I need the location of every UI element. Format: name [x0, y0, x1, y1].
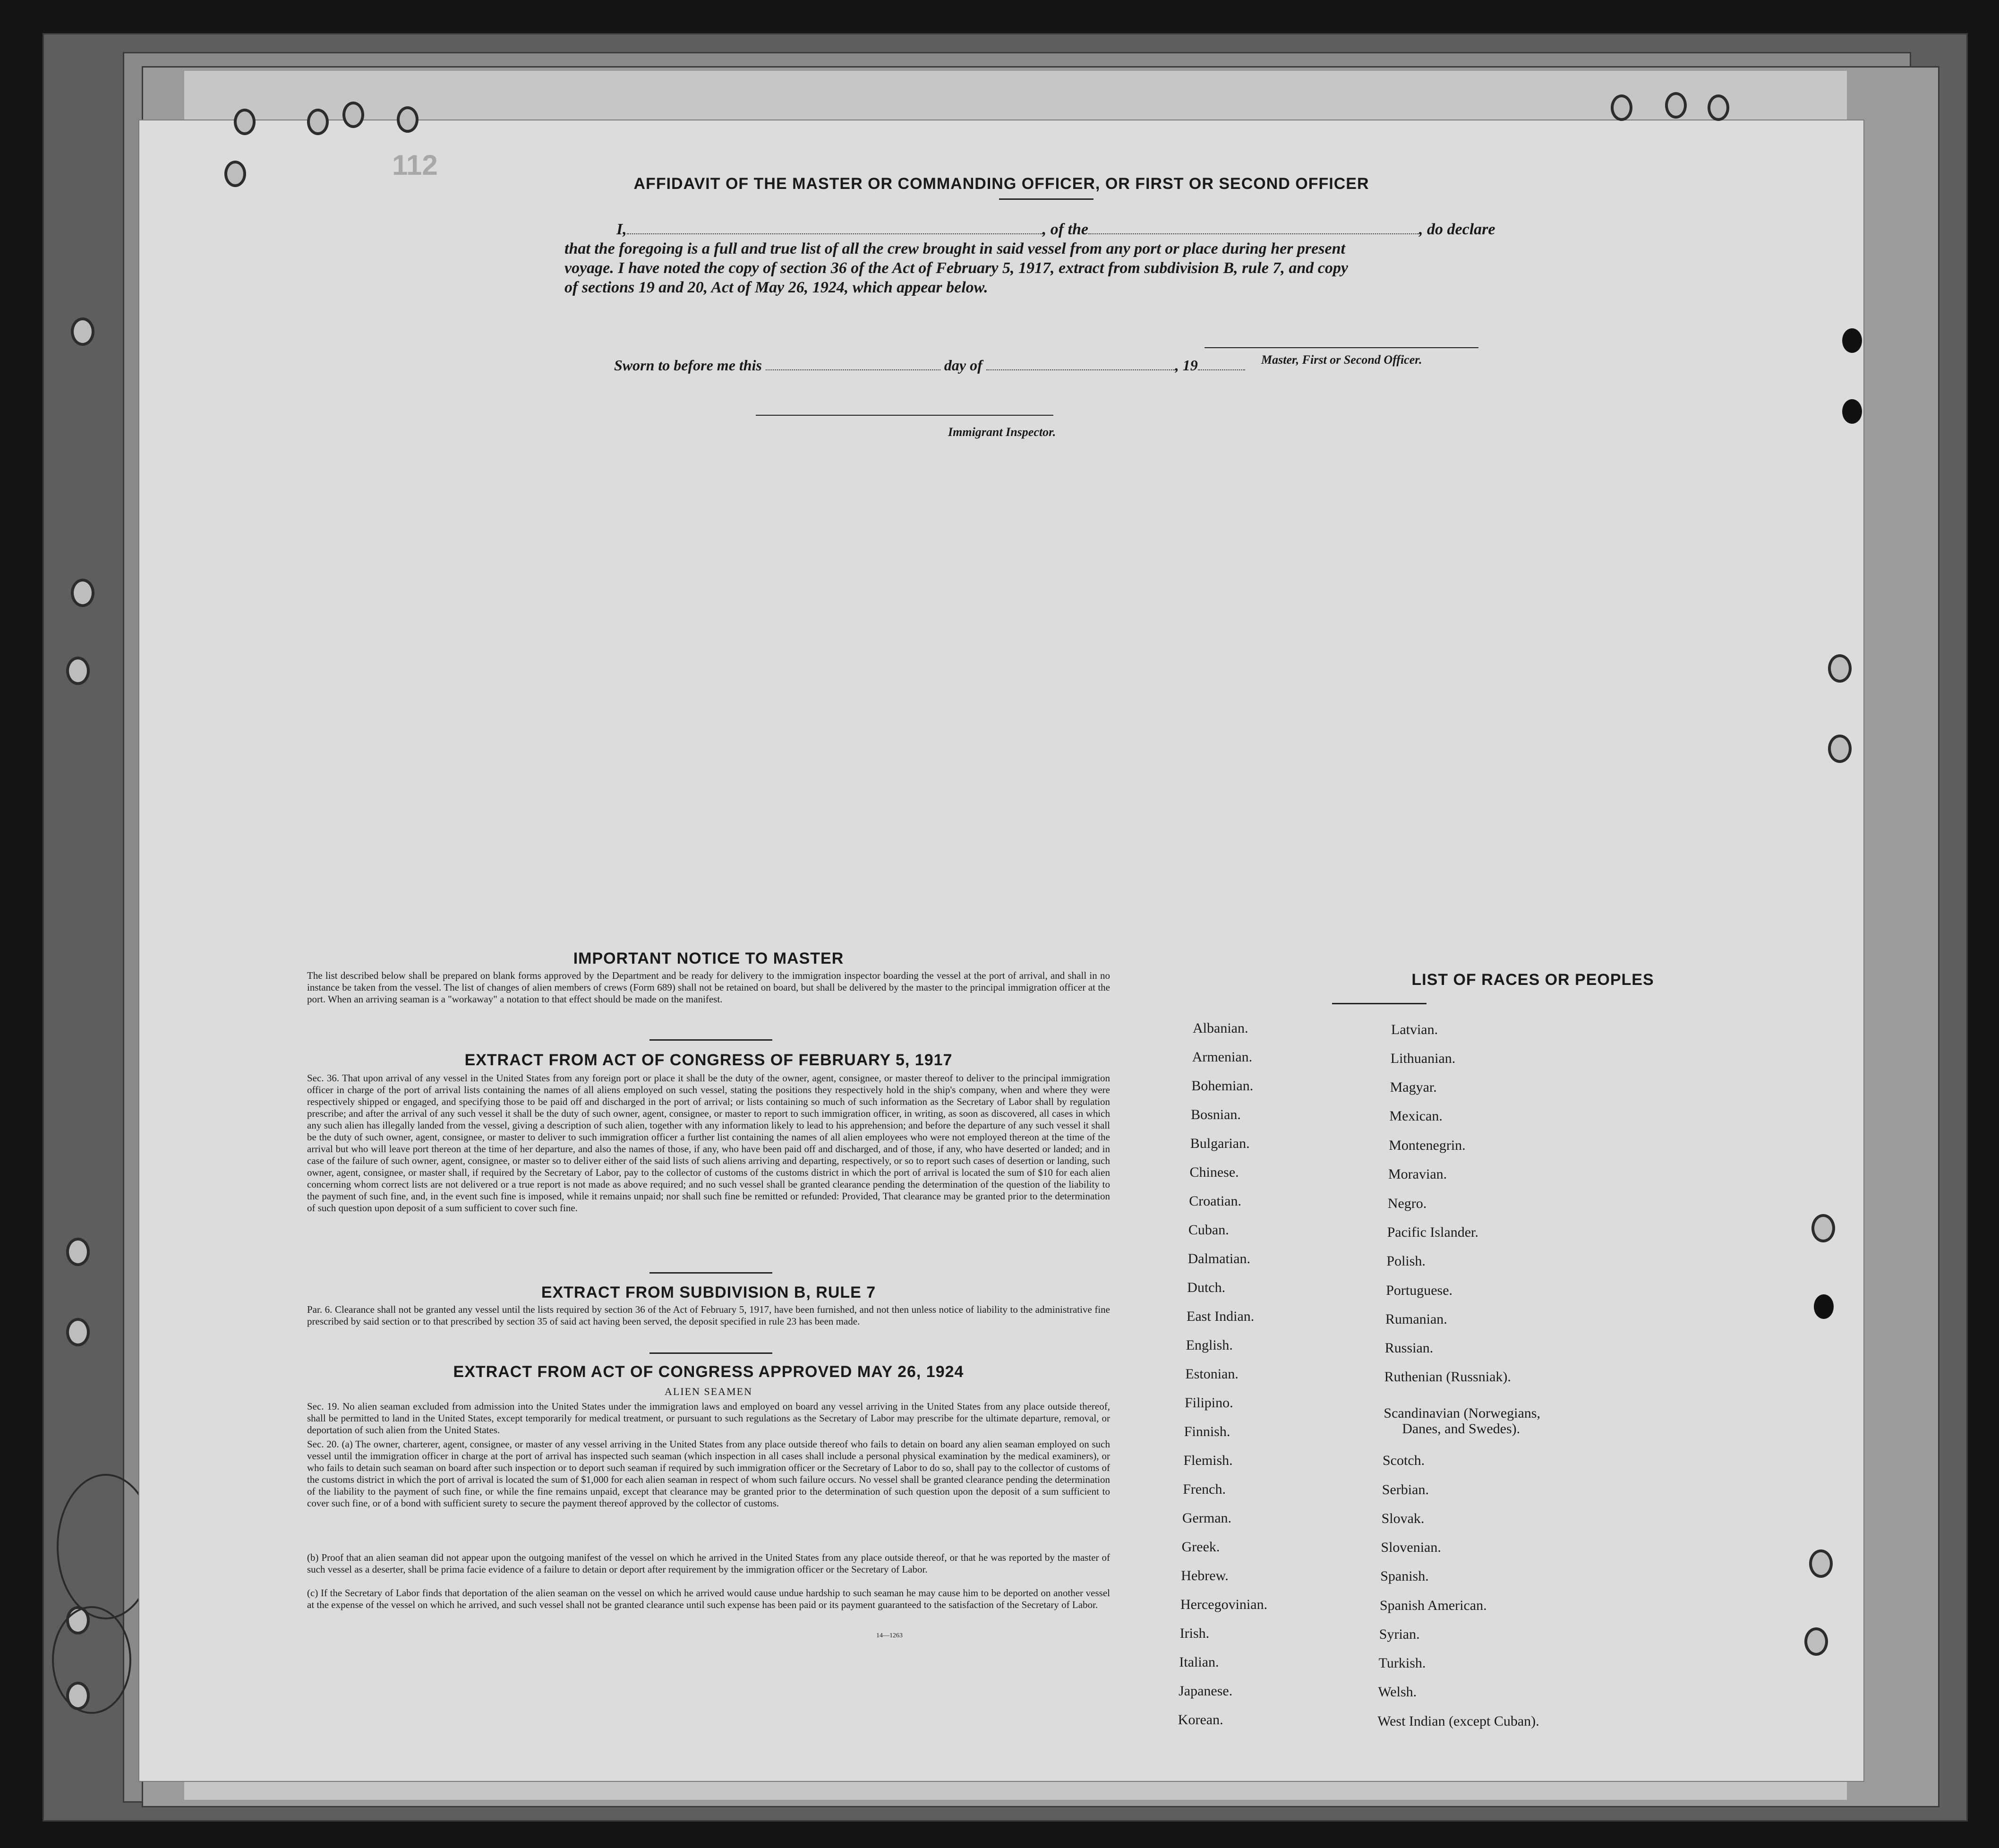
affidavit-line-4: of sections 19 and 20, Act of May 26, 1924, which appear below.	[564, 279, 988, 296]
race-item: Dalmatian.	[1187, 1251, 1251, 1266]
signature-line	[1205, 347, 1478, 348]
affidavit-title: AFFIDAVIT OF THE MASTER OR COMMANDING OFFICER, OR FIRST OR SECOND OFFICER	[633, 175, 1369, 193]
race-item: Filipino.	[1185, 1395, 1233, 1411]
section-divider	[649, 1352, 772, 1354]
race-item: English.	[1186, 1337, 1233, 1353]
race-item: Magyar.	[1390, 1079, 1437, 1095]
section-divider	[649, 1039, 772, 1041]
punch-hole-icon	[1814, 1294, 1834, 1319]
race-item: Croatian.	[1189, 1193, 1241, 1209]
race-item: Polish.	[1386, 1253, 1426, 1269]
punch-hole-icon	[1842, 399, 1862, 424]
race-item: Estonian.	[1185, 1366, 1239, 1382]
race-item: Spanish.	[1380, 1568, 1429, 1584]
race-item: Scandinavian (Norwegians,	[1384, 1405, 1540, 1421]
race-item: Negro.	[1387, 1196, 1427, 1211]
punch-hole-icon	[1708, 94, 1729, 121]
race-item: Spanish American.	[1380, 1598, 1487, 1613]
of-the-label: , of the	[1042, 221, 1089, 238]
race-item: Scotch.	[1383, 1453, 1425, 1468]
binder-hole-icon	[71, 579, 94, 607]
race-item: Italian.	[1179, 1654, 1219, 1670]
affidavit-line-3: voyage. I have noted the copy of section 36 of the Act of February 5, 1917, extract from subdivision B, rule 7, and copy	[564, 259, 1348, 277]
extract-rule7-text: Par. 6. Clearance shall not be granted any vessel until the lists required by section 36 of the Act of February 5, 1917, have been furnished, and not then unless notice of liability to the administrative fine prescribed by said section or to that prescribed by section 35 of said act having been served, the deposit specified in rule 23 has been made.	[307, 1304, 1110, 1327]
inspector-label: Immigrant Inspector.	[948, 425, 1056, 439]
race-item: Lithuanian.	[1390, 1051, 1456, 1066]
extract-1924-sec19: Sec. 19. No alien seaman excluded from admission into the United States under the immigration laws and employed on board any vessel arriving in the United States from any place outside thereof, shall be permitted to land in the United States, except temporarily for medical treatment, or pursuant to such regulations as the Secretary of Labor may prescribe for the ultimate departure, removal, or deportation of such alien from the United States.	[307, 1401, 1110, 1436]
i-label: I,	[616, 221, 627, 238]
race-item: Cuban.	[1188, 1222, 1229, 1238]
race-item: Moravian.	[1388, 1166, 1447, 1182]
punch-hole-icon	[1611, 94, 1632, 121]
year-blank	[1198, 369, 1245, 370]
race-item: Slovak.	[1381, 1511, 1425, 1526]
sworn-line	[614, 357, 1245, 374]
extract-1924-subtitle: ALIEN SEAMEN	[665, 1386, 752, 1397]
race-item: Finnish.	[1184, 1424, 1230, 1439]
punch-hole-icon	[1809, 1549, 1833, 1578]
punch-hole-icon	[1804, 1627, 1828, 1656]
race-item: Syrian.	[1379, 1626, 1420, 1642]
race-item: Dutch.	[1187, 1280, 1226, 1295]
master-signature-label: Master, First or Second Officer.	[1261, 353, 1422, 367]
punch-hole-icon	[307, 109, 329, 135]
race-item: Portuguese.	[1386, 1283, 1453, 1298]
race-item: Chinese.	[1189, 1164, 1239, 1180]
extract-rule7-title: EXTRACT FROM SUBDIVISION B, RULE 7	[541, 1283, 876, 1301]
race-item: Ruthenian (Russniak).	[1384, 1369, 1511, 1385]
races-divider	[1332, 1003, 1427, 1004]
sworn-day-blank	[766, 369, 940, 370]
inspector-line	[756, 415, 1053, 416]
race-item: Bosnian.	[1191, 1107, 1241, 1122]
race-item: Russian.	[1384, 1340, 1434, 1356]
day-of-label: day of	[944, 357, 982, 374]
punch-hole-icon	[342, 102, 364, 128]
binder-hole-icon	[66, 1238, 90, 1266]
extract-1924-sec20c: (c) If the Secretary of Labor finds that deportation of the alien seaman on the vessel on which he arrived would cause undue hardship to such seaman he may cause him to be deported on another vessel at the expense of the vessel on which he arrived, and such vessel shall not be granted clearance until such expense has been paid or its payment guaranteed to the satisfaction of the Secretary of Labor.	[307, 1587, 1110, 1610]
binding-string	[52, 1606, 131, 1714]
race-item: Irish.	[1179, 1626, 1210, 1641]
race-item: French.	[1183, 1481, 1226, 1497]
do-declare-label: , do declare	[1419, 221, 1495, 238]
race-item: Hebrew.	[1181, 1568, 1229, 1583]
extract-1924-title: EXTRACT FROM ACT OF CONGRESS APPROVED MAY 26, 1924	[453, 1363, 964, 1381]
race-item: Hercegovinian.	[1180, 1597, 1268, 1612]
race-item: Greek.	[1181, 1539, 1220, 1555]
name-blank	[627, 233, 1042, 234]
race-item: Mexican.	[1389, 1108, 1443, 1124]
bleed-through-number: 112	[392, 149, 438, 181]
notice-text: The list described below shall be prepared on blank forms approved by the Department and be ready for delivery to the immigration inspector boarding the vessel at the port of arrival, and shall in no instance be taken from the vessel. The list of changes of alien members of crews (Form 689) shall not be retained on board, but shall be delivered by the master to the principal immigration officer at the port. When an arriving seaman is a "workaway" a notation to that effect should be made on the manifest.	[307, 970, 1110, 1005]
extract-1924-sec20a: Sec. 20. (a) The owner, charterer, agent, consignee, or master of any vessel arriving in the United States from any place outside thereof who fails to detain on board any alien seaman employed on such vessel until the immigration officer in charge at the port of arrival has inspected such seaman (which inspection in all cases shall include a personal physical examination by the medical examiners), or who fails to detain such seaman on board after such inspection or to deport such seaman if required by such immigration officer or the Secretary of Labor to do so, shall pay to the collector of customs of the customs district in which the port of arrival is located the sum of $1,000 for each alien seaman in respect of whom such failure occurs. No vessel shall be granted clearance pending the determination of the liability to the payment of such fine, or while the fine remains unpaid, except that clearance may be granted prior to the determination of such question upon the deposit of a sum sufficient to cover such fine, or of a bond with sufficient surety to secure the payment thereof approved by the collector of customs.	[307, 1438, 1110, 1509]
race-item: Serbian.	[1382, 1482, 1429, 1497]
races-title: LIST OF RACES OR PEOPLES	[1411, 971, 1654, 989]
affidavit-line-1	[616, 221, 1495, 239]
affidavit-page	[139, 120, 1863, 1781]
punch-hole-icon	[234, 109, 256, 135]
section-divider	[649, 1272, 772, 1274]
race-item: East Indian.	[1187, 1309, 1255, 1324]
race-item: West Indian (except Cuban).	[1377, 1713, 1539, 1729]
race-item: Rumanian.	[1385, 1311, 1447, 1327]
punch-hole-icon	[1828, 735, 1852, 763]
title-divider	[999, 198, 1093, 200]
year-label: , 19	[1175, 357, 1198, 374]
binder-hole-icon	[71, 317, 94, 346]
race-item: Japanese.	[1179, 1683, 1233, 1699]
form-number: 14—1263	[876, 1632, 903, 1639]
race-item: Flemish.	[1183, 1453, 1233, 1468]
race-item: Latvian.	[1391, 1022, 1438, 1037]
race-item: Welsh.	[1378, 1684, 1417, 1700]
extract-1917-title: EXTRACT FROM ACT OF CONGRESS OF FEBRUARY 5, 1917	[464, 1051, 953, 1069]
binder-hole-icon	[66, 1318, 90, 1346]
punch-hole-icon	[397, 106, 419, 133]
punch-hole-icon	[1811, 1214, 1835, 1242]
binder-hole-icon	[66, 657, 90, 685]
race-item: Korean.	[1178, 1712, 1223, 1728]
extract-1924-sec20b: (b) Proof that an alien seaman did not appear upon the outgoing manifest of the vessel on which he arrived in the United States from any place outside thereof, or that he was reported by the master of such vessel as a deserter, shall be prima facie evidence of a failure to detain or deport after requirement by the immigration officer or the Secretary of Labor.	[307, 1552, 1110, 1575]
race-item: Bulgarian.	[1190, 1136, 1250, 1151]
extract-1917-text: Sec. 36. That upon arrival of any vessel in the United States from any foreign port or place it shall be the duty of the owner, agent, consignee, or master thereof to deliver to the principal immigration officer in charge of the port of arrival lists containing the names of all aliens employed on such vessel, stating the positions they respectively hold in the ship's company, when and where they were respectively shipped or engaged, and specifying those to be paid off and discharged in the port of arrival; or lists containing so much of such information as the Secretary of Labor shall by regulation prescribe; and after the arrival of any such vessel it shall be the duty of such owner, agent, consignee, or master to report to such immigration officer, in writing, as soon as discovered, all cases in which any such alien has illegally landed from the vessel, giving a description of such alien, together with any information likely to lead to his apprehension; and before the departure of any such vessel it shall be the duty of such owner, agent, consignee, or master to deliver to such immigration officer a further list containing the names of all alien employees who were not employed thereon at the time of the arrival but who will leave port thereon at the time of her departure, and also the names of those, if any, who have been paid off and discharged, and of those, if any, who have deserted or landed; and in case of the failure of such owner, agent, consignee, or master so to deliver either of the said lists of such aliens arriving and departing, respectively, or so to report such cases of desertion or landing, such owner, agent, consignee, or master shall, if required by the Secretary of Labor, pay to the collector of customs of the customs district in which the port of arrival is located the sum of $10 for each alien concerning whom correct lists are not delivered or a true report is not made as above required; and no such vessel shall be granted clearance pending the determination of the question of the liability to the payment of such fine, and, in the event such fine is imposed, while it remains unpaid; nor shall such fine be remitted or refunded: Provided, That clearance may be granted prior to the determination of such question upon deposit of a sum sufficient to cover such fine.	[307, 1072, 1110, 1214]
race-item: Pacific Islander.	[1387, 1224, 1478, 1240]
race-item: Danes, and Swedes).	[1402, 1421, 1521, 1437]
affidavit-line-2: that the foregoing is a full and true list of all the crew brought in said vessel from any port or place during her present	[564, 240, 1345, 257]
punch-hole-icon	[1842, 328, 1862, 353]
vessel-blank	[1088, 233, 1419, 234]
sworn-label: Sworn to before me this	[614, 357, 762, 374]
race-item: Bohemian.	[1191, 1078, 1254, 1094]
notice-title: IMPORTANT NOTICE TO MASTER	[573, 950, 844, 967]
race-item: Turkish.	[1378, 1655, 1426, 1671]
race-item: Slovenian.	[1381, 1540, 1441, 1555]
punch-hole-icon	[1665, 92, 1687, 119]
sworn-month-blank	[986, 369, 1175, 370]
race-item: Albanian.	[1193, 1020, 1248, 1036]
race-item: Montenegrin.	[1389, 1138, 1466, 1153]
race-item: German.	[1182, 1510, 1232, 1526]
race-item: Armenian.	[1192, 1049, 1253, 1065]
punch-hole-icon	[1828, 654, 1852, 683]
